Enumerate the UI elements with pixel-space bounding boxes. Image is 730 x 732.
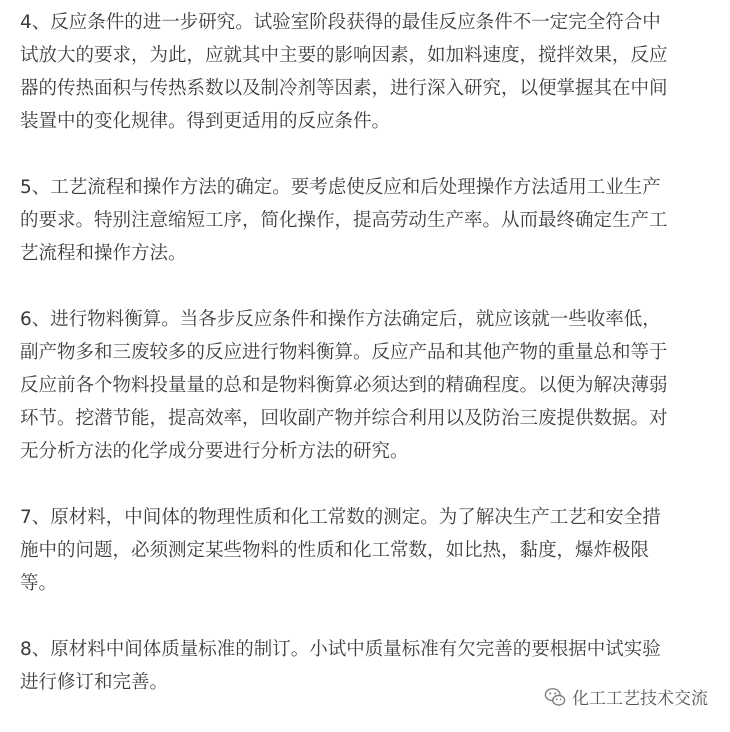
wechat-icon: [544, 686, 566, 708]
article-body: [20, 6, 720, 732]
text-line: 环节。挖潜节能，提高效率，回收副产物并综合利用以及防治三废提供数据。对: [20, 408, 668, 429]
text-line: 器的传热面积与传热系数以及制冷剂等因素，进行深入研究，以便掌握其在中间: [20, 78, 668, 99]
text-line: 8、原材料中间体质量标准的制订。小试中质量标准有欠完善的要根据中试实验: [20, 639, 661, 660]
text-line: 6、进行物料衡算。当各步反应条件和操作方法确定后，就应该就一些收率低，: [20, 309, 661, 330]
text-line: 装置中的变化规律。得到更适用的反应条件。: [20, 111, 391, 132]
text-line: 的要求。特别注意缩短工序，简化操作，提高劳动生产率。从而最终确定生产工: [20, 210, 668, 231]
paragraph-7: [20, 501, 720, 600]
paragraph-6: [20, 303, 720, 468]
wechat-account-watermark: [544, 684, 708, 709]
paragraph-5: [20, 171, 720, 270]
text-line: 艺流程和操作方法。: [20, 243, 187, 264]
text-line: 无分析方法的化学成分要进行分析方法的研究。: [20, 441, 409, 462]
text-line: 等。: [20, 573, 58, 594]
watermark-label: 化工工艺技术交流: [572, 689, 708, 709]
text-line: 5、工艺流程和操作方法的确定。要考虑使反应和后处理操作方法适用工业生产: [20, 177, 661, 198]
paragraph-4: [20, 6, 720, 138]
text-line: 副产物多和三废较多的反应进行物料衡算。反应产品和其他产物的重量总和等于: [20, 342, 668, 363]
text-line: 反应前各个物料投量量的总和是物料衡算必须达到的精确程度。以便为解决薄弱: [20, 375, 668, 396]
text-line: 4、反应条件的进一步研究。试验室阶段获得的最佳反应条件不一定完全符合中: [20, 12, 661, 33]
text-line: 7、原材料，中间体的物理性质和化工常数的测定。为了解决生产工艺和安全措: [20, 507, 661, 528]
text-line: 施中的问题，必须测定某些物料的性质和化工常数，如比热，黏度，爆炸极限: [20, 540, 650, 561]
text-line: 进行修订和完善。: [20, 672, 169, 693]
text-line: 试放大的要求，为此，应就其中主要的影响因素，如加料速度，搅拌效果，反应: [20, 45, 668, 66]
